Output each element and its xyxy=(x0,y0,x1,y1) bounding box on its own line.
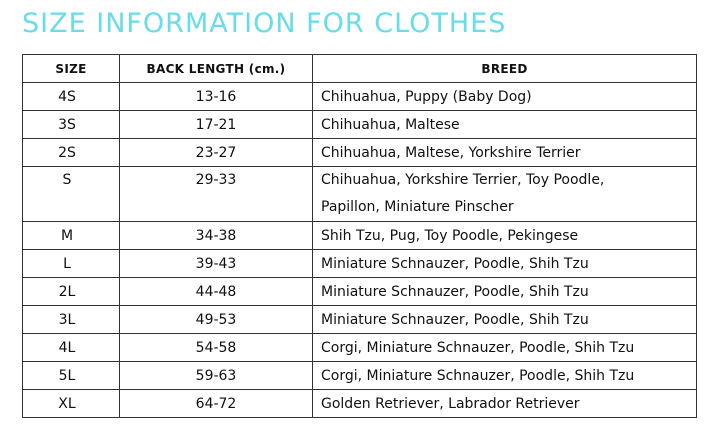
size-cell: 2S xyxy=(23,139,120,167)
table-row xyxy=(23,390,697,418)
back-length-cell: 49-53 xyxy=(120,306,313,334)
back-length-cell: 23-27 xyxy=(120,139,313,167)
breed-cell xyxy=(313,167,697,222)
column-header-breed: BREED xyxy=(313,55,697,83)
back-length-cell: 64-72 xyxy=(120,390,313,418)
size-cell: 4L xyxy=(23,334,120,362)
table-header-row xyxy=(23,55,697,83)
breed-cell: Chihuahua, Maltese, Yorkshire Terrier xyxy=(313,139,697,167)
back-length-value: 29-33 xyxy=(195,172,237,188)
back-length-cell: 59-63 xyxy=(120,362,313,390)
size-cell: 4S xyxy=(23,83,120,111)
breed-line-1: Chihuahua, Yorkshire Terrier, Toy Poodle, xyxy=(321,172,605,188)
breed-line-2: Papillon, Miniature Pinscher xyxy=(321,199,514,215)
back-length-cell xyxy=(120,167,313,222)
size-value: S xyxy=(62,172,72,188)
table-row xyxy=(23,111,697,139)
table-row xyxy=(23,83,697,111)
column-header-back-length: BACK LENGTH (cm.) xyxy=(120,55,313,83)
size-cell: 3L xyxy=(23,306,120,334)
breed-cell: Miniature Schnauzer, Poodle, Shih Tzu xyxy=(313,278,697,306)
back-length-cell: 54-58 xyxy=(120,334,313,362)
back-length-cell: 39-43 xyxy=(120,250,313,278)
breed-cell: Miniature Schnauzer, Poodle, Shih Tzu xyxy=(313,250,697,278)
back-length-cell: 44-48 xyxy=(120,278,313,306)
size-cell: 5L xyxy=(23,362,120,390)
page-title: SIZE INFORMATION FOR CLOTHES xyxy=(22,8,507,39)
breed-cell: Chihuahua, Maltese xyxy=(313,111,697,139)
table-row xyxy=(23,306,697,334)
table-row xyxy=(23,278,697,306)
size-cell: XL xyxy=(23,390,120,418)
table-row xyxy=(23,250,697,278)
table-row xyxy=(23,222,697,250)
back-length-cell: 17-21 xyxy=(120,111,313,139)
table-row xyxy=(23,167,697,222)
table-row xyxy=(23,334,697,362)
breed-cell: Golden Retriever, Labrador Retriever xyxy=(313,390,697,418)
breed-cell: Shih Tzu, Pug, Toy Poodle, Pekingese xyxy=(313,222,697,250)
breed-cell: Corgi, Miniature Schnauzer, Poodle, Shih Tzu xyxy=(313,334,697,362)
table-row xyxy=(23,362,697,390)
size-cell: 3S xyxy=(23,111,120,139)
back-length-cell: 34-38 xyxy=(120,222,313,250)
column-header-size: SIZE xyxy=(23,55,120,83)
breed-cell: Chihuahua, Puppy (Baby Dog) xyxy=(313,83,697,111)
size-table xyxy=(22,54,697,418)
size-cell xyxy=(23,167,120,222)
table-row xyxy=(23,139,697,167)
breed-cell: Corgi, Miniature Schnauzer, Poodle, Shih Tzu xyxy=(313,362,697,390)
size-cell: M xyxy=(23,222,120,250)
size-cell: L xyxy=(23,250,120,278)
breed-cell: Miniature Schnauzer, Poodle, Shih Tzu xyxy=(313,306,697,334)
size-cell: 2L xyxy=(23,278,120,306)
back-length-cell: 13-16 xyxy=(120,83,313,111)
